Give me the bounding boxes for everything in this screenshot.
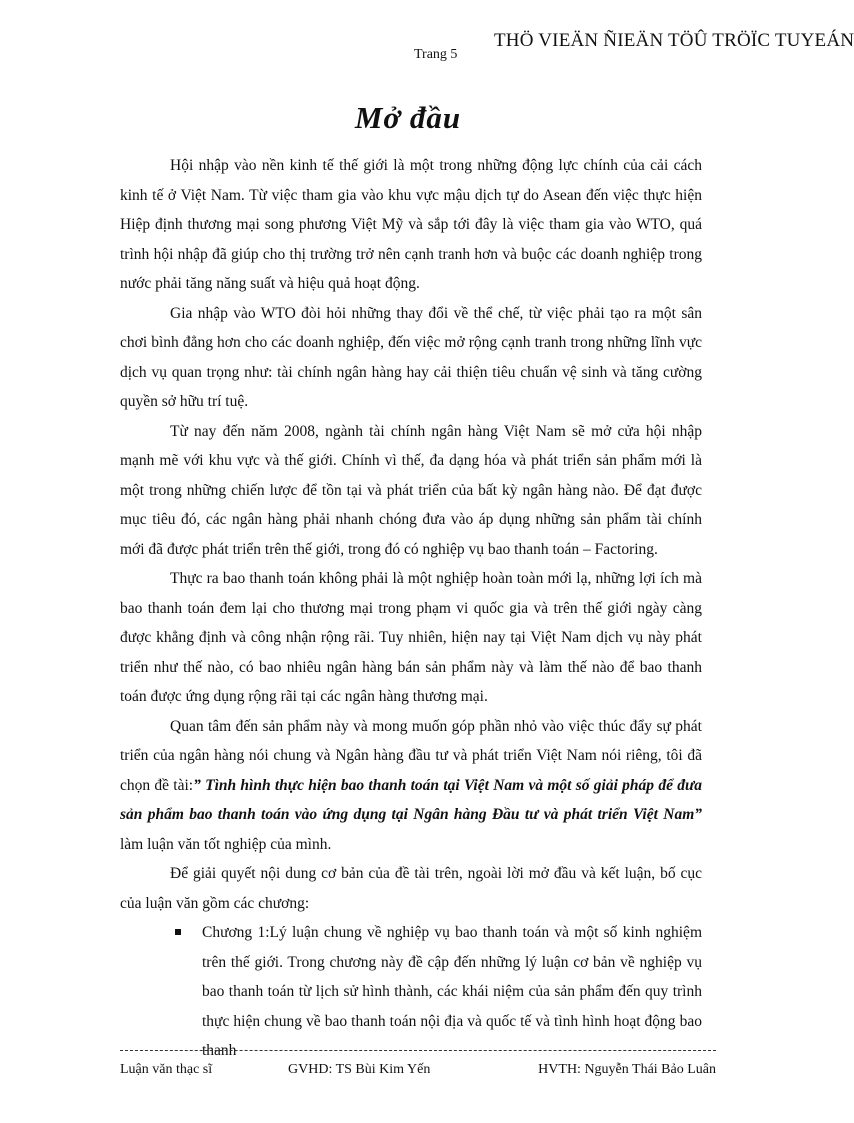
page-title: Mở đầu xyxy=(354,100,462,135)
chapter-item xyxy=(202,918,702,1066)
topic-intro: Quan tâm đến sản phẩm này và mong muốn góp phần nhỏ vào việc thúc đẩy sự phát triển của ngân hàng nói chung và Ngân hàng đầu tư và phát triển Việt Nam nói riêng, tôi đã chọn đề tài: xyxy=(120,717,702,794)
topic-outro: làm luận văn tốt nghiệp của mình. xyxy=(120,835,332,853)
chapter-list xyxy=(120,918,702,1066)
footer-supervisor: GVHD: TS Bùi Kim Yến xyxy=(288,1062,431,1077)
page-number: Trang 5 xyxy=(414,47,458,62)
chapter-text: Chương 1:Lý luận chung về nghiệp vụ bao thanh toán và một số kinh nghiệm trên thế giới. Trong chương này đề cập đến những lý luận cơ bản về nghiệp vụ bao thanh toán từ lịch sử hình thành, các khái niệm của sản phẩm đến quy trình thực hiện chung về bao thanh toán nội địa và quốc tế và tình hình hoạt động bao thanh xyxy=(202,924,702,1059)
footer-thesis-type: Luận văn thạc sĩ xyxy=(120,1062,213,1077)
thesis-title: ” Tình hình thực hiện bao thanh toán tại Việt Nam và một số giải pháp để đưa sản phẩm bao thanh toán vào ứng dụng tại Ngân hàng Đầu tư và phát triển Việt Nam” xyxy=(120,776,703,823)
paragraph-factoring: Thực ra bao thanh toán không phải là một nghiệp hoàn toàn mới lạ, những lợi ích mà bao thanh toán đem lại cho thương mại trong phạm vi quốc gia và trên thế giới ngày càng được khẳng định và công nhận rộng rãi. Tuy nhiên, hiện nay tại Việt Nam dịch vụ này phát triển như thế nào, có bao nhiêu ngân hàng bán sản phẩm này và làm thế nào để bao thanh toán được ứng dụng rộng rãi tại các ngân hàng thương mại. xyxy=(120,570,702,705)
paragraph-structure: Để giải quyết nội dung cơ bản của đề tài trên, ngoài lời mở đầu và kết luận, bố cục của luận văn gồm các chương: xyxy=(120,865,702,912)
footer-author: HVTH: Nguyễn Thái Bảo Luân xyxy=(538,1062,716,1077)
footer-divider xyxy=(120,1050,716,1051)
document-body xyxy=(120,151,702,1066)
footer xyxy=(120,1062,716,1082)
paragraph-topic xyxy=(120,712,702,860)
paragraph-integration: Hội nhập vào nền kinh tế thế giới là một trong những động lực chính của cải cách kinh tế ở Việt Nam. Từ việc tham gia vào khu vực mậu dịch tự do Asean đến việc thực hiện Hiệp định thương mại song phương Việt Mỹ và sắp tới đây là việc tham gia vào WTO, quá trình hội nhập đã giúp cho thị trường trở nên cạnh tranh hơn và buộc các doanh nghiệp trong nước phải tăng năng suất và hiệu quả hoạt động. xyxy=(120,157,702,292)
bullet-square-icon xyxy=(175,929,181,935)
paragraph-banking-2008: Từ nay đến năm 2008, ngành tài chính ngân hàng Việt Nam sẽ mở cửa hội nhập mạnh mẽ với khu vực và thế giới. Chính vì thế, đa dạng hóa và phát triển sản phẩm mới là một trong những chiến lược để tồn tại và phát triển của bất kỳ ngân hàng nào. Để đạt được mục tiêu đó, các ngân hàng phải nhanh chóng đưa vào áp dụng những sản phẩm tài chính mới đã được phát triển trên thế giới, trong đó có nghiệp vụ bao thanh toán – Factoring. xyxy=(120,422,702,558)
library-watermark: THÖ VIEÄN ÑIEÄN TÖÛ TRÖÏC TUYEÁN xyxy=(494,30,854,51)
paragraph-wto: Gia nhập vào WTO đòi hỏi những thay đổi về thể chế, từ việc phải tạo ra một sân chơi bình đẳng hơn cho các doanh nghiệp, đến việc mở rộng cạnh tranh trong những lĩnh vực dịch vụ quan trọng như: tài chính ngân hàng hay cải thiện tiêu chuẩn vệ sinh và tăng cường quyền sở hữu trí tuệ. xyxy=(120,304,702,410)
